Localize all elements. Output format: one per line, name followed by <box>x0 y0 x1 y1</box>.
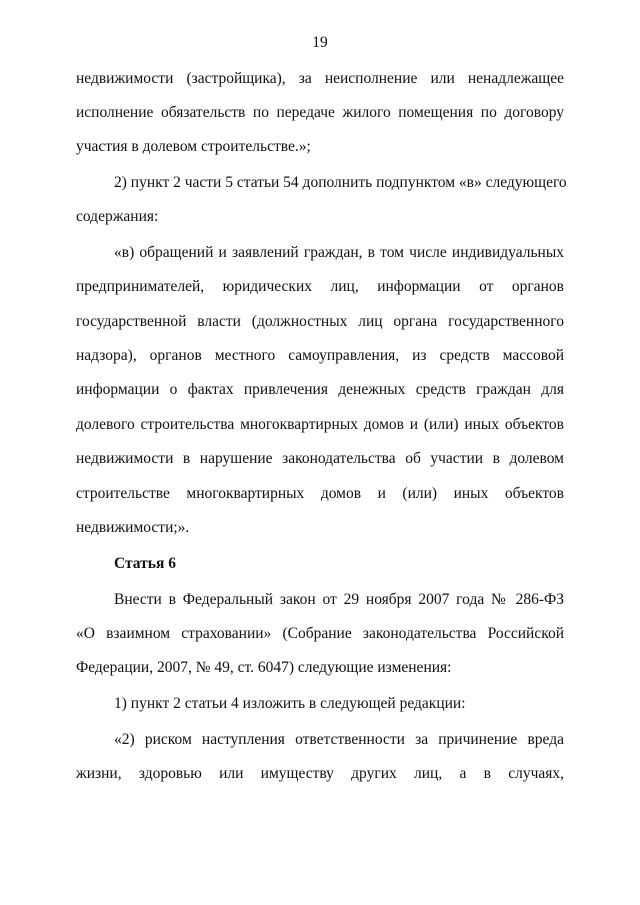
text-line: информации о фактах привлечения денежных средств граждан для <box>76 381 564 398</box>
text-line: предпринимателей, юридических лиц, информации от органов <box>76 278 564 295</box>
text-line: недвижимости (застройщика), за неисполнение или ненадлежащее <box>76 70 564 87</box>
text-line: надзора), органов местного самоуправления, из средств массовой <box>76 347 564 364</box>
text-line: Федерации, 2007, № 49, ст. 6047) следующие изменения: <box>76 659 452 676</box>
text-line: 2) пункт 2 части 5 статьи 54 дополнить подпунктом «в» следующего <box>114 174 567 191</box>
text-line: Внести в Федеральный закон от 29 ноября 2007 года № 286-ФЗ <box>114 591 564 608</box>
text-line: жизни, здоровью или имуществу других лиц, а в случаях, <box>76 765 564 782</box>
page-number: 19 <box>312 34 328 51</box>
text-line: государственной власти (должностных лиц органа государственного <box>76 313 564 330</box>
text-line: 1) пункт 2 статьи 4 изложить в следующей редакции: <box>114 695 466 712</box>
text-line: «О взаимном страховании» (Собрание законодательства Российской <box>76 625 564 642</box>
text-line: недвижимости в нарушение законодательства об участии в долевом <box>76 450 564 467</box>
text-line: долевого строительства многоквартирных домов и (или) иных объектов <box>76 416 564 433</box>
text-line: содержания: <box>76 208 159 225</box>
text-line: участия в долевом строительстве.»; <box>76 138 311 155</box>
text-line: «в) обращений и заявлений граждан, в том числе индивидуальных <box>114 244 564 261</box>
text-line: «2) риском наступления ответственности за причинение вреда <box>114 731 564 748</box>
text-line: недвижимости;». <box>76 519 190 536</box>
text-line: строительстве многоквартирных домов и (или) иных объектов <box>76 485 564 502</box>
text-line: исполнение обязательств по передаче жилого помещения по договору <box>76 104 564 121</box>
article-heading: Статья 6 <box>114 555 176 572</box>
